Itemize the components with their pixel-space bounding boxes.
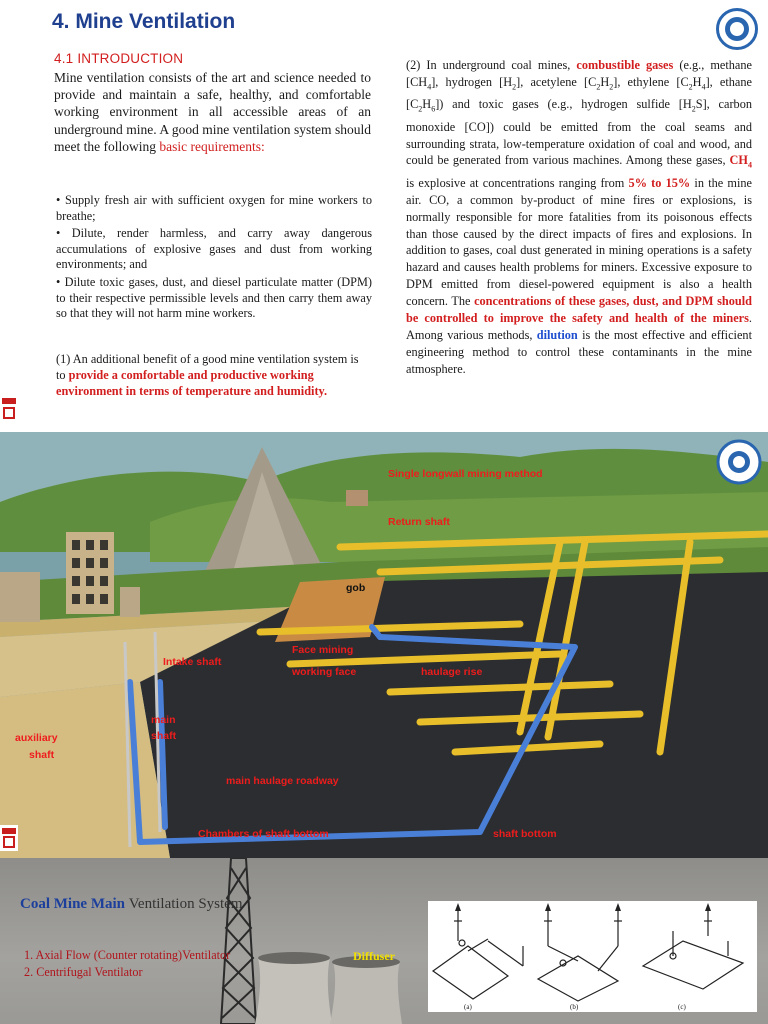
list-item: 2. Centrifugal Ventilator <box>24 965 143 979</box>
intro-highlight: basic requirements: <box>159 138 265 154</box>
label-return-shaft: Return shaft <box>388 516 450 528</box>
label-auxiliary: auxiliary <box>15 732 58 744</box>
slide-main-ventilation-system <box>0 858 768 1024</box>
list-item: • Dilute, render harmless, and carry away dangerous accumulations of explosive gases and dust from working environments; and <box>56 226 372 272</box>
label-chambers: Chambers of shaft bottom <box>198 828 329 840</box>
label-face-mining: Face mining <box>292 644 354 656</box>
label-gob: gob <box>346 582 366 594</box>
ventilation-layouts-figure <box>428 901 757 1012</box>
slide-mine-ventilation-intro <box>0 0 768 432</box>
label-single-longwall: Single longwall mining method <box>388 468 543 480</box>
label-diffuser: Diffuser <box>353 949 395 963</box>
side-emblem-icon <box>0 396 18 422</box>
label-working-face: working face <box>292 666 357 678</box>
mine-cross-section-illustration <box>0 432 768 858</box>
slide-title: Coal Mine Main Ventilation System <box>20 896 243 912</box>
benefit-paragraph: (1) An additional benefit of a good mine ventilation system is to provide a comfortable and productive working environment in terms of temperature and humidity. <box>56 352 359 398</box>
label-main: main <box>151 714 176 726</box>
intro-paragraph: Mine ventilation consists of the art and science needed to provide and maintain a safe, healthy, and comfortable working environment in all accessible areas of an underground mine. A good mine ventilation system should meet the following basic requirements: <box>54 70 371 154</box>
label-intake-shaft: Intake shaft <box>163 656 222 668</box>
section-heading: 4.1 INTRODUCTION <box>54 51 184 66</box>
list-item: • Dilute toxic gases, dust, and diesel particulate matter (DPM) to their respective permissible levels and then carry them away so that they will not harm mine workers. <box>56 274 372 321</box>
label-shaft-bottom: shaft bottom <box>493 828 557 840</box>
label-main-haulage: main haulage roadway <box>226 775 339 787</box>
list-item: • Supply fresh air with sufficient oxygen for mine workers to breathe; <box>56 193 372 223</box>
requirements-list <box>56 193 372 324</box>
slide-title: 4. Mine Ventilation <box>52 10 236 33</box>
diagram-label-b: (b) <box>570 1003 579 1011</box>
label-auxiliary-shaft: shaft <box>29 749 55 761</box>
diagram-label-a: (a) <box>464 1003 472 1011</box>
slide-longwall-mine-diagram <box>0 432 768 858</box>
benefit-highlight: provide a comfortable and productive working environment in terms of temperature and humidity. <box>56 368 328 398</box>
diagram-label-c: (c) <box>678 1003 686 1011</box>
label-main-shaft: shaft <box>151 730 177 742</box>
university-logo-icon <box>716 8 758 50</box>
gases-paragraph: (2) In underground coal mines, combustible gases (e.g., methane $[CH_4]$, hydrogen $[H_2]$, acetylene $[C_2H_2]$, ethylene $[C_2H_4]$, ethane $[C_2H_6]$) and toxic gases (e.g., hydrogen sulfide $[H_2S]$, carbon monoxide [CO]) could be emitted from the coal seams and surrounding strata, low-temperature oxidation of coal and wood, and could be generated from various machines. Among these gases, $CH_4$ is explosive at concentrations ranging from 5% to 15% in the mine air. CO, a common by-product of mine fires or explosions, is normally responsible for more fatalities from its poisonous effects than those caused by the direct impacts of fires and explosions. In addition to gases, coal dust generated in mining operations is a safety hazard and causes health problems for miners. Excessive exposure to DPM emitted from diesel-powered equipment is also a health concern. The concentrations of these gases, dust, and DPM should be controlled to improve the safety and health of the miners. Among various methods, dilution is the most effective and efficient engineering method to control these contaminants in the mine atmosphere. <box>406 58 752 376</box>
list-item: 1. Axial Flow (Counter rotating)Ventilator <box>24 948 231 962</box>
ventilation-layouts-diagram <box>428 901 757 1012</box>
label-haulage-rise: haulage rise <box>421 666 483 678</box>
